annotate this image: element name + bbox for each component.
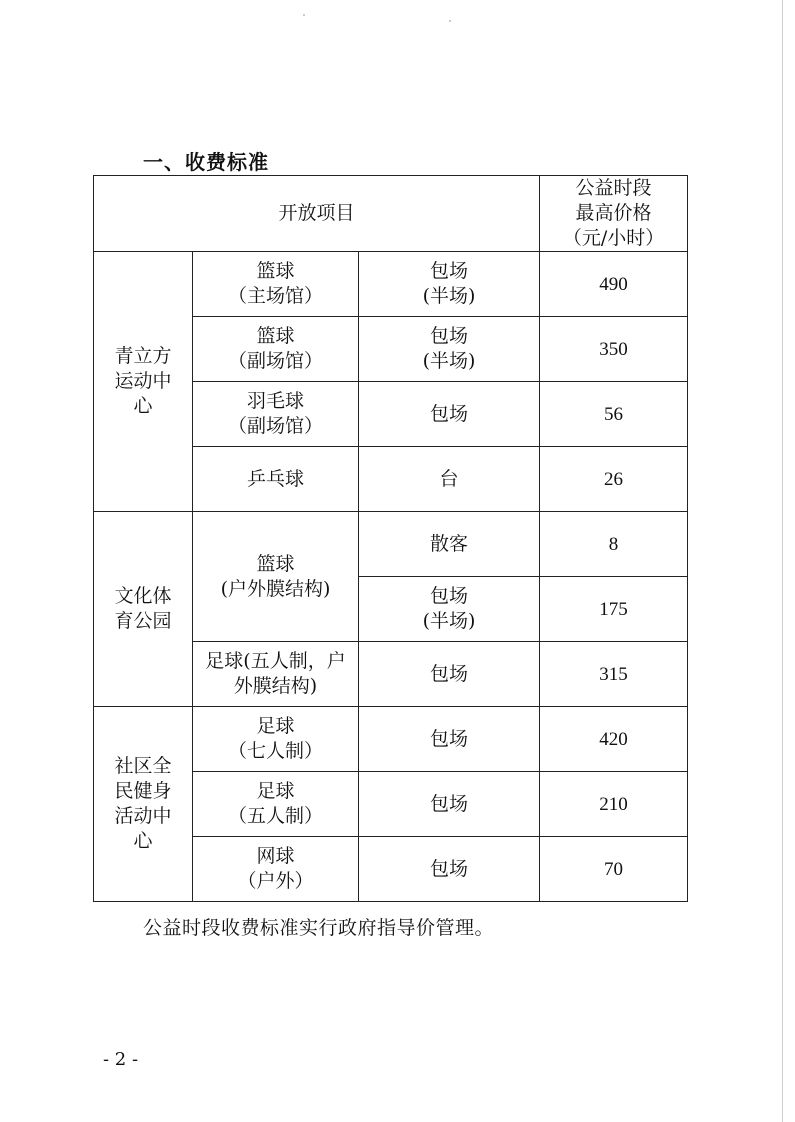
section-heading: 一、收费标准 [143, 150, 269, 174]
price-cell: 315 [540, 642, 688, 707]
mode-cell: 包场 [359, 707, 540, 772]
price-cell: 210 [540, 772, 688, 837]
mode-cell: 散客 [359, 512, 540, 577]
mode-cell: 包场 (半场) [359, 577, 540, 642]
item-cell: 足球 （五人制） [193, 772, 359, 837]
price-cell: 490 [540, 252, 688, 317]
price-cell: 70 [540, 837, 688, 902]
mode-cell: 包场 (半场) [359, 317, 540, 382]
item-cell: 羽毛球 （副场馆） [193, 382, 359, 447]
item-cell: 篮球 （副场馆） [193, 317, 359, 382]
item-cell: 篮球 (户外膜结构) [193, 512, 359, 642]
item-cell: 足球(五人制，户 外膜结构) [193, 642, 359, 707]
venue-name: 青立方 运动中 心 [94, 252, 193, 512]
mode-cell: 包场 [359, 642, 540, 707]
mode-cell: 包场 [359, 772, 540, 837]
item-cell: 网球 （户外） [193, 837, 359, 902]
mode-cell: 台 [359, 447, 540, 512]
footnote: 公益时段收费标准实行政府指导价管理。 [143, 917, 495, 939]
scan-speck [303, 14, 305, 16]
price-cell: 56 [540, 382, 688, 447]
venue-name: 社区全 民健身 活动中 心 [94, 707, 193, 902]
table-row [94, 252, 688, 317]
mode-cell: 包场 [359, 837, 540, 902]
table-row [94, 512, 688, 577]
table-header-row [94, 176, 688, 252]
item-cell: 篮球 （主场馆） [193, 252, 359, 317]
item-cell: 乒乓球 [193, 447, 359, 512]
fee-table [93, 175, 688, 902]
mode-cell: 包场 [359, 382, 540, 447]
header-price: 公益时段 最高价格 （元/小时） [540, 176, 688, 252]
header-project: 开放项目 [94, 176, 540, 252]
mode-cell: 包场 (半场) [359, 252, 540, 317]
scan-edge-line [782, 0, 783, 1122]
price-cell: 8 [540, 512, 688, 577]
page-number: - 2 - [103, 1049, 139, 1070]
price-cell: 26 [540, 447, 688, 512]
price-cell: 420 [540, 707, 688, 772]
venue-name: 文化体 育公园 [94, 512, 193, 707]
scan-speck [449, 20, 451, 22]
price-cell: 175 [540, 577, 688, 642]
table-row [94, 707, 688, 772]
price-cell: 350 [540, 317, 688, 382]
item-cell: 足球 （七人制） [193, 707, 359, 772]
